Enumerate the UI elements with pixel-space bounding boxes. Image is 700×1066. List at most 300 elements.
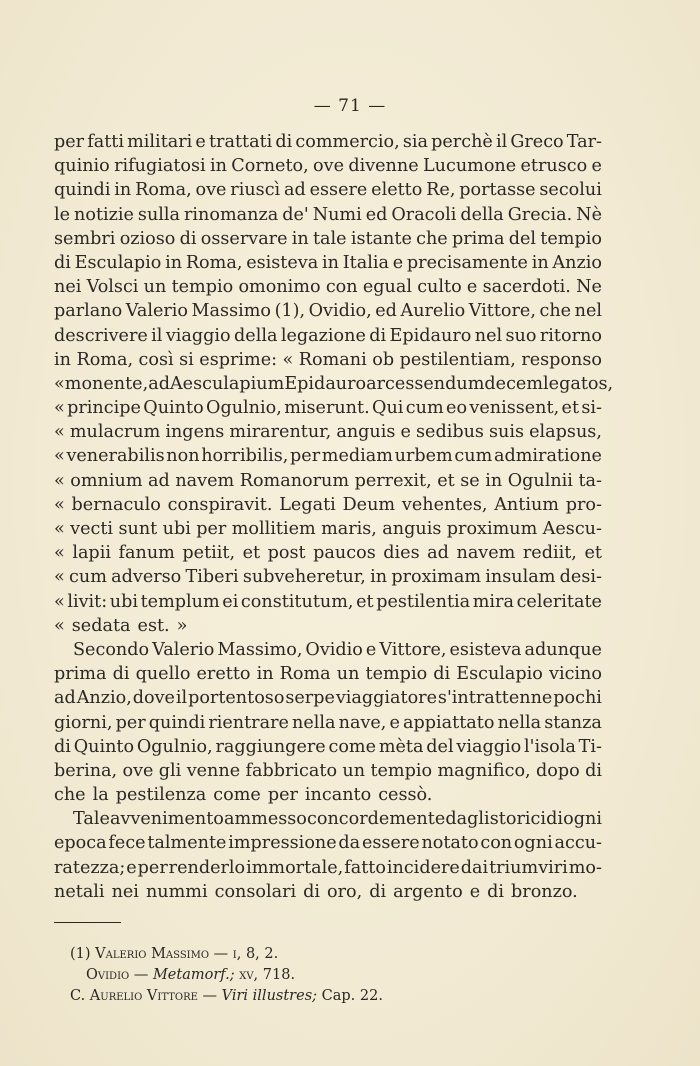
word: di [487, 881, 505, 902]
word: dove [132, 688, 175, 709]
word: ed [365, 204, 388, 225]
word: adverso [111, 567, 182, 588]
word: Roma, [76, 349, 134, 370]
word: impressione [228, 833, 337, 854]
text-line [54, 711, 602, 735]
word: Esculapio [74, 252, 162, 273]
word: ad [54, 688, 76, 709]
word: bernaculo [71, 494, 161, 515]
word: essere [309, 180, 368, 201]
word: Aesculapium [169, 373, 285, 394]
word: Ne [576, 277, 602, 298]
word: ad [148, 470, 170, 491]
word: di [112, 664, 130, 685]
word: consolari [214, 881, 297, 902]
word: tempio [540, 228, 602, 249]
word: urbem [394, 446, 453, 467]
text-line [54, 348, 602, 372]
word: « [54, 615, 65, 636]
page-number: — 71 — [313, 96, 387, 116]
word: della [234, 325, 278, 346]
word: che [54, 785, 86, 806]
word: Romani [298, 349, 367, 370]
word: vehentes, [401, 494, 488, 515]
word: da [338, 833, 361, 854]
word: Numi [312, 204, 362, 225]
text-line [54, 686, 602, 710]
word: horribilis, [201, 446, 289, 467]
word: Tiberi [185, 567, 239, 588]
word: Massimo, [217, 639, 303, 660]
word: rinomanza [184, 204, 279, 225]
word: legazione [280, 325, 366, 346]
text-line [54, 517, 602, 541]
word: viaggio [165, 325, 231, 346]
word: nei [111, 881, 139, 902]
text-line [54, 469, 602, 493]
word: sembri [54, 228, 116, 249]
word: etrusco [520, 156, 588, 177]
word: in [370, 567, 388, 588]
footnote-author: C. Aurelio Vittore [70, 988, 198, 1004]
word: Ogulnio, [136, 736, 213, 757]
text-line [54, 831, 602, 855]
text-line [54, 783, 602, 807]
word: di [275, 132, 293, 152]
word: e [466, 277, 478, 298]
word: suis [489, 422, 525, 443]
word: notato [421, 833, 479, 854]
text-line [54, 638, 602, 662]
word: Deum [342, 494, 396, 515]
word: Legati [279, 494, 336, 515]
word: concordemente [307, 809, 446, 830]
word: proximam [391, 567, 482, 588]
word: in [209, 156, 227, 177]
word: e [389, 712, 400, 733]
word: nella [292, 712, 336, 733]
word: elapsus, [529, 422, 602, 443]
text-line [54, 275, 602, 299]
text-line [54, 178, 602, 202]
word: la [92, 785, 109, 806]
word: fatti [87, 132, 124, 152]
word: quindi [148, 712, 206, 733]
word: ei [222, 591, 239, 612]
word: Grecia. [507, 204, 573, 225]
word: per [137, 857, 168, 878]
word: secolui [539, 180, 602, 201]
word: le [54, 204, 71, 225]
word: mirarentur, [229, 422, 332, 443]
word: ove [122, 760, 154, 781]
word: arcessendum [366, 373, 485, 394]
word: Quinto [143, 398, 204, 419]
word: omonimo [238, 277, 321, 298]
word: Quinto [73, 736, 135, 757]
word: in [256, 664, 274, 685]
word: s'intrattenne [437, 688, 553, 709]
word: nummi [145, 881, 208, 902]
word: parlano [54, 301, 123, 322]
word: « [54, 494, 65, 515]
word: della [460, 204, 504, 225]
word: venerabilis [66, 446, 165, 467]
footnote-line [70, 965, 630, 986]
word: navem [456, 543, 516, 564]
word: ritorno [539, 325, 602, 346]
word: un [336, 664, 360, 685]
word: di [585, 760, 602, 781]
word: come [328, 736, 377, 757]
text-line [54, 420, 602, 444]
word: Epidauro [284, 373, 367, 394]
word: Valerio [125, 301, 188, 322]
text-line [54, 565, 602, 589]
word: ove [195, 180, 227, 201]
word: mediam [321, 446, 393, 467]
word: et [242, 543, 261, 564]
word: miserunt. [284, 398, 370, 419]
word: il [151, 325, 163, 346]
word: dies [383, 543, 420, 564]
word: sedata [71, 615, 131, 636]
word: sedibus [416, 422, 484, 443]
word: netali [54, 881, 105, 902]
word: renderlo [168, 857, 246, 878]
word: un [143, 277, 167, 298]
word: venissent, [469, 398, 560, 419]
word: per [54, 132, 85, 152]
word: « [54, 591, 65, 612]
word: cessò. [378, 785, 433, 806]
word: ozioso [119, 228, 176, 249]
word: pochi [553, 688, 602, 709]
text-line [54, 299, 602, 323]
word: riuscì [230, 180, 281, 201]
word: nave, [338, 712, 387, 733]
word: Qui [372, 398, 404, 419]
word: l'isola [524, 736, 576, 757]
word: per [115, 712, 146, 733]
word: trattati [208, 132, 273, 152]
word: « [54, 398, 65, 419]
word: giorni, [54, 712, 113, 733]
word: subveheretur, [242, 567, 366, 588]
word: paucos [313, 543, 376, 564]
word: ove [313, 156, 344, 177]
word: cum [454, 446, 493, 467]
word: monente, [64, 373, 149, 394]
word: per [196, 519, 227, 539]
word: di [54, 252, 71, 273]
text-line [54, 735, 602, 759]
word: vecti [70, 519, 114, 539]
word: storici [489, 809, 546, 830]
word: ad [148, 373, 170, 394]
word: Tar- [566, 132, 602, 152]
word: divenne [348, 156, 419, 177]
text-line [54, 130, 602, 154]
footnote-work: Metamorf.; [152, 967, 235, 983]
word: osservare [200, 228, 288, 249]
footnote-dash: — [202, 988, 218, 1004]
word: Ogulnii [507, 470, 573, 491]
word: nei [54, 277, 82, 298]
word: ubi [109, 591, 139, 612]
word: Epidauro [389, 325, 472, 346]
word: Aescu- [542, 519, 602, 539]
word: oro, [327, 881, 363, 902]
word: eretto [196, 664, 251, 685]
word: Aurelio [400, 301, 466, 322]
word: in [54, 349, 71, 370]
text-line [54, 614, 602, 638]
word: est. [137, 615, 170, 636]
footnote-reference: i, 8, 2. [232, 946, 279, 962]
text-line [54, 759, 602, 783]
word: Tale [73, 809, 110, 830]
word: mollitiem [231, 519, 316, 539]
word: ogni [513, 833, 553, 854]
word: navem [175, 470, 235, 491]
word: essere [361, 833, 420, 854]
word: e [400, 422, 411, 443]
word: che [539, 301, 572, 322]
word: argento [393, 881, 463, 902]
word: « [54, 446, 65, 467]
word: eo [446, 398, 468, 419]
word: Vittore, [379, 639, 447, 660]
word: « [54, 422, 65, 443]
text-line [54, 590, 602, 614]
word: cum [405, 398, 444, 419]
word: Greco [510, 132, 564, 152]
word: fatto [344, 857, 386, 878]
word: immortale, [246, 857, 344, 878]
word: nel [474, 325, 503, 346]
word: « [54, 543, 65, 564]
word: Massimo [191, 301, 272, 322]
word: Vittore, [468, 301, 536, 322]
word: appiattato [403, 712, 495, 733]
word: commercio, [295, 132, 400, 152]
word: e [469, 881, 481, 902]
word: e [591, 156, 602, 177]
word: anguis [382, 519, 442, 539]
word: portasse [459, 180, 536, 201]
text-line [54, 324, 602, 348]
word: Ti- [578, 736, 602, 757]
footnote-author: Valerio Massimo [95, 946, 210, 962]
word: descrivere [54, 325, 148, 346]
text-line [54, 444, 602, 468]
text-line [54, 372, 614, 396]
footnote-line [70, 944, 630, 965]
word: de' [282, 204, 309, 225]
word: admiratione [493, 446, 602, 467]
word: ta- [578, 470, 602, 491]
word: si- [581, 398, 602, 419]
word: Antium [494, 494, 559, 515]
word: pestilentiam, [399, 349, 516, 370]
word: in [165, 252, 183, 273]
word: stanza [544, 712, 602, 733]
word: viaggio [456, 736, 522, 757]
word: principe [67, 398, 141, 419]
word: legatos, [543, 373, 614, 394]
word: in [114, 180, 132, 201]
word: ob [372, 349, 395, 370]
footnote-dash: — [133, 967, 149, 983]
word: sunt [118, 519, 158, 539]
word: tempio [365, 664, 428, 685]
footnote-line [70, 986, 630, 1007]
word: in [485, 470, 503, 491]
word: Secondo [73, 639, 150, 660]
word: incanto [304, 785, 372, 806]
word: raggiungere [215, 736, 326, 757]
word: Nè [576, 204, 602, 225]
word: (1), [274, 301, 306, 322]
word: « [282, 349, 294, 370]
word: come [213, 785, 261, 806]
word: Roma, [135, 180, 192, 201]
word: se [460, 470, 480, 491]
word: per [267, 785, 298, 806]
main-text-block [54, 130, 614, 904]
word: si [179, 349, 194, 370]
word: « [54, 373, 65, 394]
word: lapii [72, 543, 111, 564]
footnotes-block [70, 944, 630, 1007]
word: ed [375, 301, 397, 322]
word: esisteva [449, 639, 522, 660]
word: suo [505, 325, 537, 346]
word: ammesso [223, 809, 307, 830]
footnote-reference: xv, 718. [239, 967, 296, 983]
word: livit: [67, 591, 108, 612]
word: nella [497, 712, 542, 733]
word: Valerio [152, 639, 215, 660]
word: epoca [54, 833, 107, 854]
word: sia [402, 132, 428, 152]
word: pestilentia [376, 591, 471, 612]
word: non [166, 446, 200, 467]
word: esprime: [199, 349, 278, 370]
word: rifugiatosi [114, 156, 206, 177]
word: di [369, 881, 387, 902]
word: et [561, 398, 580, 419]
word: perchè [431, 132, 493, 152]
word: Oracoli [391, 204, 457, 225]
word: il [175, 688, 188, 709]
word: in [531, 252, 549, 273]
word: di [54, 736, 71, 757]
word: fece [108, 833, 146, 854]
word: istante [350, 228, 412, 249]
word: responso [521, 349, 602, 370]
word: in [291, 228, 309, 249]
text-line [54, 154, 602, 178]
word: di [369, 325, 387, 346]
word: tempio [171, 277, 234, 298]
word: ad [284, 180, 306, 201]
word: un [342, 760, 366, 781]
text-line [54, 493, 602, 517]
word: » [176, 615, 188, 636]
word: che [416, 228, 448, 249]
word: dagli [445, 809, 490, 830]
word: e [365, 639, 377, 660]
word: vicino [549, 664, 602, 685]
word: Ovidio, [308, 301, 372, 322]
word: templum [140, 591, 220, 612]
word: portentoso [188, 688, 285, 709]
word: petiit, [182, 543, 236, 564]
word: e [126, 857, 137, 878]
word: e [195, 132, 206, 152]
word: tale [312, 228, 347, 249]
word: et [584, 543, 602, 564]
text-line [54, 807, 602, 831]
word: Roma, [185, 252, 243, 273]
word: del [426, 736, 454, 757]
word: ogni [563, 809, 602, 830]
word: così [138, 349, 174, 370]
word: perrexit, [354, 470, 432, 491]
word: decem [484, 373, 544, 394]
word: Italia [342, 252, 389, 273]
word: et [437, 470, 455, 491]
word: sulla [137, 204, 181, 225]
word: bronzo. [511, 881, 578, 902]
word: cum [69, 567, 107, 588]
word: avvenimento [110, 809, 224, 830]
word: et [356, 591, 374, 612]
footnote-dash: — [213, 946, 229, 962]
word: triumviri [489, 857, 568, 878]
word: pro- [565, 494, 602, 515]
word: desi- [559, 567, 602, 588]
word: mulacrum [69, 422, 161, 443]
word: ratezza; [54, 857, 126, 878]
word: di [303, 881, 321, 902]
word: Lucumone [422, 156, 517, 177]
word: pestilenza [115, 785, 207, 806]
word: « [54, 567, 65, 588]
word: nel [574, 301, 602, 322]
word: di [433, 664, 451, 685]
text-line [54, 880, 602, 904]
footnote-number: (1) [70, 946, 91, 962]
word: Ogulnio, [206, 398, 282, 419]
word: Volsci [86, 277, 139, 298]
word: anguis [336, 422, 396, 443]
word: post [267, 543, 306, 564]
word: precisamente [406, 252, 528, 273]
text-line [54, 227, 602, 251]
word: fabbricato [245, 760, 338, 781]
word: di [179, 228, 197, 249]
word: Re, [426, 180, 456, 201]
word: magnifico, [437, 760, 531, 781]
word: prima [54, 664, 107, 685]
word: egual [362, 277, 412, 298]
word: quinio [54, 156, 110, 177]
word: omnium [70, 470, 143, 491]
word: di [546, 809, 564, 830]
